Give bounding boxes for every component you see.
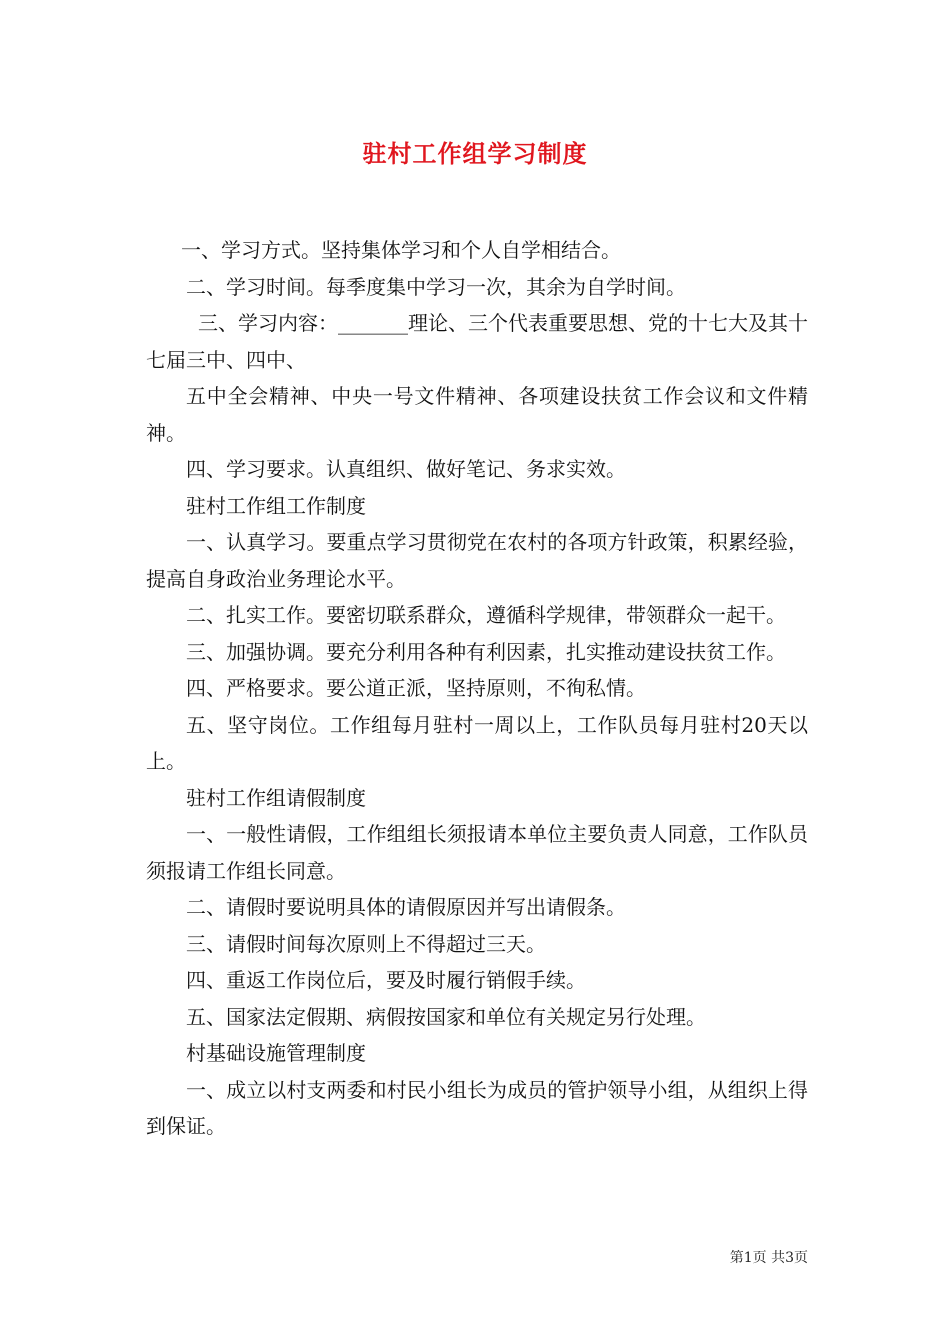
paragraph: 一、认真学习。要重点学习贯彻党在农村的各项方针政策，积累经验，提高自身政治业务理论水平。 [146, 530, 808, 591]
total-pages: 3 [785, 1250, 794, 1266]
section-heading: 驻村工作组工作制度 [186, 493, 366, 518]
paragraph: 三、请假时间每次原则上不得超过三天。 [186, 931, 546, 956]
paragraph: 三、加强协调。要充分利用各种有利因素，扎实推动建设扶贫工作。 [186, 639, 786, 664]
paragraph: 一、学习方式。坚持集体学习和个人自学相结合。 [181, 238, 621, 262]
paragraph: 三、学习内容：_______理论、三个代表重要思想、党的十七大及其十七届三中、四中、 [146, 311, 808, 372]
page-prefix: 第 [729, 1250, 744, 1266]
paragraph: 二、请假时要说明具体的请假原因并写出请假条。 [186, 895, 626, 919]
paragraph: 二、扎实工作。要密切联系群众，遵循科学规律，带领群众一起干。 [186, 603, 786, 627]
page-number [730, 1247, 808, 1267]
paragraph: 一、成立以村支两委和村民小组长为成员的管护领导小组，从组织上得到保证。 [146, 1077, 808, 1138]
paragraph: 五、国家法定假期、病假按国家和单位有关规定另行处理。 [186, 1004, 706, 1029]
section-heading: 驻村工作组请假制度 [186, 785, 366, 810]
current-page: 1 [743, 1250, 753, 1266]
paragraph: 四、严格要求。要公道正派，坚持原则，不徇私情。 [186, 676, 646, 700]
page-title: 驻村工作组学习制度 [362, 139, 588, 168]
section-heading: 村基础设施管理制度 [186, 1041, 366, 1065]
paragraph: 五中全会精神、中央一号文件精神、各项建设扶贫工作会议和文件精神。 [146, 384, 808, 445]
paragraph: 五、坚守岗位。工作组每月驻村一周以上，工作队员每月驻村20天以上。 [146, 712, 808, 773]
paragraph: 四、重返工作岗位后，要及时履行销假手续。 [186, 968, 586, 992]
paragraph: 一、一般性请假，工作组组长须报请本单位主要负责人同意，工作队员须报请工作组长同意。 [146, 822, 808, 883]
document-body [146, 232, 808, 1145]
paragraph: 二、学习时间。每季度集中学习一次，其余为自学时间。 [186, 274, 686, 299]
page-suffix: 页 [794, 1250, 808, 1266]
paragraph: 四、学习要求。认真组织、做好笔记、务求实效。 [186, 457, 626, 481]
page-mid: 页 共 [752, 1250, 786, 1266]
